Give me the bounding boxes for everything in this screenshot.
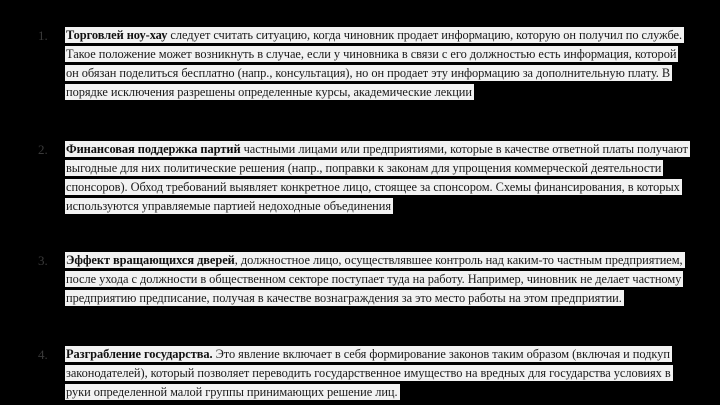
- description: , должностное лицо, осуществлявшее контроль над каким-то частным предприятием, после ухода с должности в общественном секторе поступает туда на работу. Например, чиновник не делает частному предприятию предписание, получая в качестве вознаграждения за это место работы на этом предприятии.: [66, 253, 683, 305]
- description: следует считать ситуацию, когда чиновник продает информацию, которую он получил по службе. Такое положение может возникнуть в случае, если у чиновника в связи с его должностью есть информация, которой он обязан поделиться бесплатно (напр., консультация), но он продает эту информацию за дополнительную плату. В порядке исключения разрешены определенные курсы, академические лекции: [66, 28, 683, 99]
- list-item-text: [65, 26, 690, 102]
- term: Торговлей ноу-хау: [66, 28, 168, 42]
- list-number: 1.: [38, 28, 48, 43]
- list-number: 2.: [38, 142, 48, 157]
- term: Эффект вращающихся дверей: [66, 253, 235, 267]
- term: Разграбление государства.: [66, 347, 213, 361]
- list-item-text: [65, 140, 690, 216]
- list-item-text: [65, 345, 690, 402]
- list-item-text: [65, 251, 690, 308]
- description: Это явление включает в себя формирование законов таким образом (включая и подкуп законодателей), который позволяет переводить государственное имущество на вредных для государства условиях в руки определенной малой группы принимающих решение лиц.: [66, 347, 671, 399]
- term: Финансовая поддержка партий: [66, 142, 241, 156]
- description: частными лицами или предприятиями, которые в качестве ответной платы получают выгодные для них политические решения (напр., поправки к законам для упрощения коммерческой деятельности спонсоров). Обход требований выявляет конкретное лицо, стоящее за спонсором. Схемы финансирования, в которых используются управляемые партией недоходные объединения: [66, 142, 688, 213]
- list-number: 4.: [38, 347, 48, 362]
- list-number: 3.: [38, 253, 48, 268]
